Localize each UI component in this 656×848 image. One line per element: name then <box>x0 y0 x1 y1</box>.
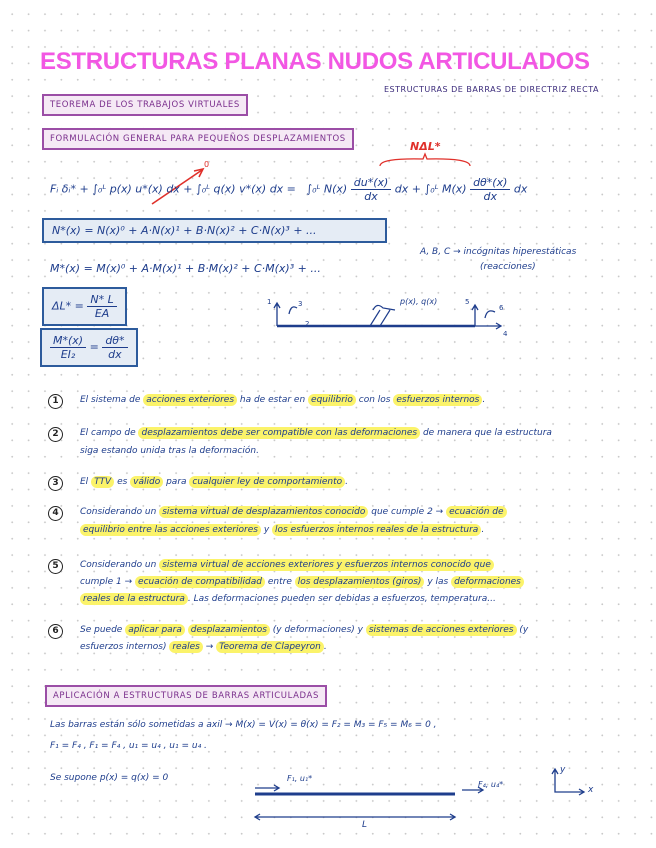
item-text: (y <box>516 625 529 635</box>
highlighted-text: Teorema de Clapeyron <box>216 641 324 653</box>
equation-box-curvature: $\frac{M*(x)}{\text{EI₂}}$ = $\frac{d\theta*}{dx}$ <box>40 328 138 367</box>
item-number: 3 <box>48 476 63 491</box>
item-text: de manera que la estructura <box>420 428 552 438</box>
item-text: con los <box>355 395 394 405</box>
highlighted-text: sistemas de acciones exteriores <box>366 624 517 636</box>
item-number: 1 <box>48 394 63 409</box>
item-text: El campo de <box>80 428 139 438</box>
item-line <box>80 477 348 487</box>
page-subtitle: ESTRUCTURAS DE BARRAS DE DIRECTRIZ RECTA <box>384 85 599 94</box>
highlighted-text: deformaciones <box>451 576 524 588</box>
highlighted-text: equilibrio <box>308 394 356 406</box>
item-line <box>80 525 484 535</box>
equation-box-dL: ΔL* = $\frac{N* L}{EA}$ <box>42 287 127 326</box>
dof-label: 3 <box>298 300 303 308</box>
item-text: Considerando un <box>80 560 160 570</box>
highlighted-text: válido <box>130 476 163 488</box>
equation-term: ∫₀ᴸ N(x) <box>306 182 348 196</box>
item-text: Se puede <box>80 625 126 635</box>
fraction: $\frac{N* L}{EA}$ <box>87 293 116 320</box>
dof-label: 5 <box>465 298 470 306</box>
item-number: 2 <box>48 427 63 442</box>
item-text: esfuerzos internos) <box>80 642 170 652</box>
highlighted-text: los esfuerzos internos reales de la estructura <box>272 524 481 536</box>
dof-label: 4 <box>503 330 508 338</box>
item-text: entre <box>265 577 295 587</box>
section-heading-ttv: TEOREMA DE LOS TRABAJOS VIRTUALES <box>42 94 248 116</box>
page-title: ESTRUCTURAS PLANAS NUDOS ARTICULADOS <box>40 48 590 75</box>
note-abc-reactions: (reacciones) <box>480 262 536 272</box>
equation-term: dx <box>513 182 528 196</box>
dof-label: 6 <box>499 304 504 312</box>
highlighted-text: equilibrio entre las acciones exteriores <box>80 524 261 536</box>
section-heading-application: APLICACIÓN A ESTRUCTURAS DE BARRAS ARTICULADAS <box>45 685 327 707</box>
note-abc: A, B, C → incógnitas hiperestáticas <box>420 247 577 257</box>
fraction: $\frac{d\theta*}{dx}$ <box>102 334 127 361</box>
item-text: y las <box>424 577 452 587</box>
zero-annotation: 0 <box>204 160 210 169</box>
item-text: . <box>482 395 486 405</box>
item-line <box>80 560 494 570</box>
highlighted-text: TTV <box>91 476 114 488</box>
main-equation <box>50 176 527 203</box>
item-number: 6 <box>48 624 63 639</box>
bar-right-label: F₄, u₄* <box>478 780 504 789</box>
item-text: que cumple 2 → <box>368 507 447 517</box>
equation-box-N: N*(x) = N(x)⁰ + A·N(x)¹ + B·N(x)² + C·N(x)³ + ... <box>42 218 387 243</box>
dof-label: 1 <box>267 298 272 306</box>
item-line <box>80 642 327 652</box>
dof-label: 2 <box>305 320 310 328</box>
highlighted-text: ecuación de <box>446 506 506 518</box>
item-line <box>80 594 496 604</box>
highlighted-text: sistema virtual de acciones exteriores y esfuerzos internos conocido que <box>159 559 494 571</box>
item-line <box>80 625 528 635</box>
section-heading-formulation: FORMULACIÓN GENERAL PARA PEQUEÑOS DESPLAZAMIENTOS <box>42 128 354 150</box>
fraction: $\frac{M*(x)}{\text{EI₂}}$ <box>50 334 86 361</box>
item-text: . <box>323 642 327 652</box>
item-text: Considerando un <box>80 507 160 517</box>
bar-left-label: F₁, u₁* <box>287 774 313 783</box>
highlighted-text: aplicar para <box>125 624 185 636</box>
item-text: → <box>202 642 217 652</box>
item-number: 5 <box>48 559 63 574</box>
highlighted-text: los desplazamientos (giros) <box>295 576 425 588</box>
assumption-text: Se supone p(x) = q(x) = 0 <box>50 773 169 783</box>
item-text: siga estando unida tras la deformación. <box>80 446 259 456</box>
beam-diagram <box>265 296 515 341</box>
equation-M: M*(x) = M(x)⁰ + A·M(x)¹ + B·M(x)² + C·M(x)³ + ... <box>50 262 321 275</box>
highlighted-text: sistema virtual de desplazamientos conocido <box>159 506 368 518</box>
item-text: . <box>481 525 485 535</box>
item-text: cumple 1 → <box>80 577 136 587</box>
highlighted-text: cualquier ley de comportamiento <box>189 476 345 488</box>
item-number: 4 <box>48 506 63 521</box>
item-text: . Las deformaciones pueden ser debidas a esfuerzos, temperatura... <box>187 594 496 604</box>
highlighted-text: reales de la estructura <box>80 593 188 605</box>
equation-lhs: Fᵢ δᵢ* + ∫₀ᴸ p(x) u*(x) dx + ∫₀ᴸ q(x) v*(x) dx = <box>50 182 296 196</box>
item-text: ha de estar en <box>237 395 309 405</box>
highlighted-text: desplazamientos debe ser compatible con las deformaciones <box>138 427 420 439</box>
highlighted-text: esfuerzos internos <box>393 394 482 406</box>
item-text: (y deformaciones) y <box>269 625 366 635</box>
item-text: . <box>345 477 349 487</box>
item-text: y <box>260 525 273 535</box>
bar-length-label: L <box>362 820 368 830</box>
axis-y-label: y <box>560 765 566 775</box>
item-text: El <box>80 477 92 487</box>
item-text: para <box>163 477 190 487</box>
item-line <box>80 507 507 517</box>
beam-load-label: p(x), q(x) <box>400 297 438 306</box>
brace-icon <box>378 154 473 168</box>
item-line <box>80 446 259 456</box>
highlighted-text: ecuación de compatibilidad <box>135 576 265 588</box>
highlighted-text: reales <box>169 641 202 653</box>
item-text: es <box>114 477 131 487</box>
item-line <box>80 577 524 587</box>
highlighted-text: acciones exteriores <box>143 394 237 406</box>
axis-x-label: x <box>588 785 594 795</box>
red-annotation: NΔL* <box>410 140 441 153</box>
item-text: El sistema de <box>80 395 144 405</box>
axial-text-line-1: Las barras están sólo sometidas a axil → M(x) = V(x) = θ(x) = F₂ = M₃ = F₅ = M₆ = 0 , <box>50 720 437 730</box>
highlighted-text: desplazamientos <box>188 624 270 636</box>
item-line <box>80 428 552 438</box>
item-line <box>80 395 485 405</box>
axial-text-line-2: F₁ = F₄ , F₁ = F₄ , u₁ = u₄ , u₁ = u₄ . <box>50 741 207 751</box>
equation-term: dx + ∫₀ᴸ M(x) <box>394 182 467 196</box>
fraction: $\frac{d\theta*(x)}{dx}$ <box>470 176 510 203</box>
fraction: $\frac{du*(x)}{dx}$ <box>351 176 392 203</box>
